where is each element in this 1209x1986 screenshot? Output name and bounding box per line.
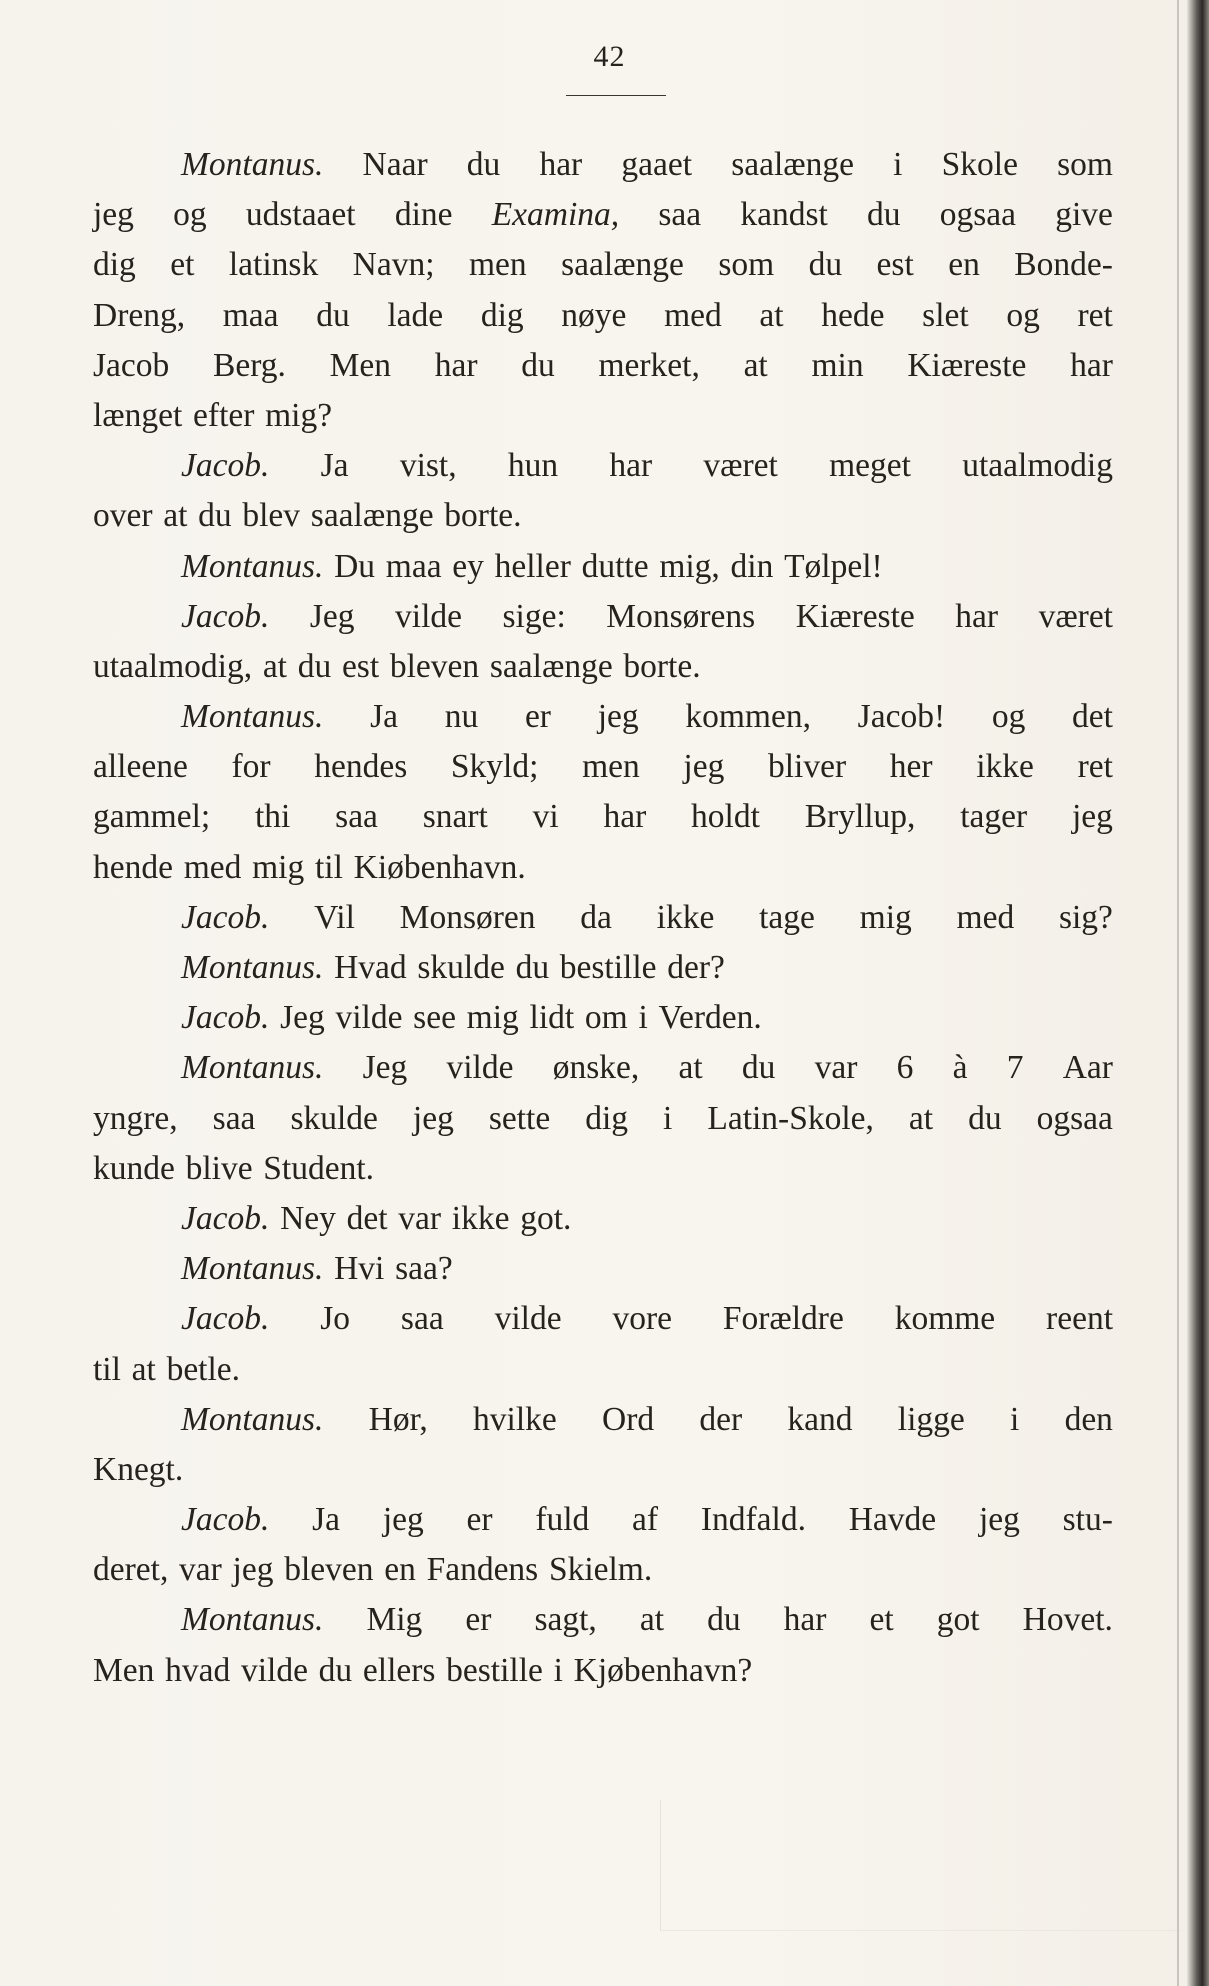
word: dig <box>585 1099 629 1137</box>
word: 6 <box>896 1049 914 1087</box>
text-line <box>93 1345 1113 1395</box>
word: Ja <box>312 1501 341 1539</box>
word: dutte <box>581 547 649 585</box>
word: vilde <box>335 999 403 1037</box>
word: blev <box>242 497 301 535</box>
word: ret <box>1077 296 1113 334</box>
word: Latin-Skole, <box>707 1099 874 1137</box>
word: bestille <box>559 949 657 986</box>
word: Hvad <box>334 949 407 986</box>
word: til <box>93 1350 121 1388</box>
word: her <box>889 748 933 786</box>
word: og <box>173 196 207 234</box>
word: Ord <box>602 1400 655 1438</box>
word: ligge <box>897 1400 965 1438</box>
text-line <box>93 391 1113 441</box>
word: Navn; <box>352 246 435 284</box>
word: har <box>603 798 647 836</box>
word: Bryllup, <box>804 798 916 836</box>
word: holdt <box>691 798 760 836</box>
word: mig, <box>659 547 720 585</box>
word: vilde <box>446 1049 514 1087</box>
word: est <box>876 246 914 284</box>
word: Dreng, <box>93 296 186 334</box>
word: utaalmodig <box>962 447 1113 485</box>
text-line <box>93 1244 1113 1294</box>
text-line <box>93 742 1113 792</box>
word: snart <box>422 798 488 836</box>
word: bliver <box>768 748 847 786</box>
word: sig? <box>1058 898 1113 936</box>
word: lade <box>387 296 444 334</box>
word: Kiøbenhavn. <box>353 848 526 886</box>
text-line <box>93 1445 1113 1495</box>
word: latinsk <box>228 246 319 284</box>
word: for <box>231 748 271 786</box>
word: at <box>262 647 287 685</box>
word: over <box>93 497 153 535</box>
word: thi <box>255 798 291 836</box>
word: kandst <box>740 196 828 234</box>
word: du <box>707 1601 741 1639</box>
text-line <box>93 341 1113 391</box>
word: ikke <box>656 898 715 936</box>
word: heller <box>494 547 571 585</box>
word: nu <box>444 698 479 736</box>
text-line <box>93 1495 1113 1545</box>
word: maa <box>222 296 279 334</box>
word: du <box>867 196 901 234</box>
word: nøye <box>561 296 627 334</box>
word: komme <box>894 1300 996 1338</box>
word: bestille <box>446 1651 543 1689</box>
word: vilde <box>240 1651 308 1689</box>
word: skulde <box>290 1099 378 1137</box>
speaker-name: Montanus. <box>181 1250 324 1288</box>
word: Men <box>93 1651 155 1689</box>
word: sagt, <box>534 1601 597 1639</box>
word: deret, <box>93 1551 169 1589</box>
word: vilde <box>395 597 463 635</box>
word: er <box>465 1601 492 1639</box>
word: min <box>811 346 864 384</box>
word: du <box>968 1099 1002 1137</box>
word: som <box>1057 146 1113 183</box>
word: saalænge <box>310 497 434 535</box>
speaker-name: Montanus. <box>181 1400 324 1438</box>
word: utaalmodig, <box>93 647 253 685</box>
word: i <box>1010 1400 1020 1438</box>
speaker-name: Montanus. <box>181 1601 324 1639</box>
text-line <box>93 140 1113 190</box>
word: Indfald. <box>700 1501 806 1539</box>
word: dig <box>480 296 524 334</box>
page-edge-line <box>1177 0 1179 1986</box>
word: kand <box>787 1400 853 1438</box>
word: er <box>466 1501 493 1539</box>
word: ellers <box>362 1651 436 1689</box>
text-line <box>93 1144 1113 1194</box>
word: à <box>952 1049 968 1087</box>
word: ret <box>1077 748 1113 786</box>
word: ogsaa <box>939 196 1017 234</box>
word: hende <box>93 848 173 886</box>
text-line <box>93 1094 1113 1144</box>
word: og <box>1006 296 1040 334</box>
word: reent <box>1046 1300 1113 1338</box>
word: at <box>639 1601 665 1639</box>
word: saa <box>212 1099 256 1137</box>
word: vore <box>612 1300 672 1338</box>
word: har <box>1070 346 1113 384</box>
text-line <box>93 993 1113 1043</box>
word: som <box>718 246 775 284</box>
word: at <box>131 1350 156 1388</box>
word: jeg <box>1071 798 1113 836</box>
word: du <box>515 949 550 986</box>
word: udstaaet <box>245 196 356 234</box>
word: slet <box>922 296 969 334</box>
word: fuld <box>535 1501 590 1539</box>
text-line <box>93 190 1113 240</box>
word: der <box>699 1400 743 1438</box>
text-line <box>93 1646 1113 1696</box>
dialogue-text <box>93 140 1113 1696</box>
word: ey <box>452 547 484 585</box>
word: at <box>759 296 784 334</box>
word: vilde <box>494 1300 562 1338</box>
text-line <box>93 240 1113 290</box>
word: et <box>869 1601 894 1639</box>
word: har <box>539 146 583 183</box>
text-line <box>93 943 1113 993</box>
word: men <box>468 246 527 284</box>
word: merket, <box>598 346 700 384</box>
word: hun <box>507 447 559 485</box>
word: kunde <box>93 1149 175 1187</box>
word: Verden. <box>658 999 762 1037</box>
scan-edge <box>1187 0 1209 1986</box>
text-line <box>93 1595 1113 1645</box>
word: med <box>664 296 722 334</box>
word: tage <box>759 898 815 936</box>
speaker-name: Montanus. <box>181 949 324 986</box>
word: din <box>730 547 774 585</box>
word: Jeg <box>280 999 325 1037</box>
word: Berg. <box>213 346 286 384</box>
word: du <box>521 346 555 384</box>
text-line <box>93 592 1113 642</box>
word: det <box>1072 698 1113 736</box>
word: Skyld; <box>450 748 539 786</box>
page-number-rule <box>566 95 666 96</box>
word: Naar <box>362 146 428 183</box>
word: betle. <box>166 1350 241 1388</box>
text-line <box>93 542 1113 592</box>
word: bleven <box>284 1551 374 1589</box>
word: hede <box>821 296 885 334</box>
word: skulde <box>417 949 505 986</box>
word: du <box>316 296 350 334</box>
word: gaaet <box>621 146 693 183</box>
word: saalænge <box>731 146 854 183</box>
word: har <box>783 1601 827 1639</box>
word: est <box>341 647 380 685</box>
word: var <box>398 1199 442 1237</box>
word: jeg <box>93 196 134 234</box>
word: borte. <box>623 647 701 685</box>
text-line <box>93 491 1113 541</box>
word: der? <box>667 949 725 986</box>
word: Hovet. <box>1022 1601 1113 1639</box>
word: saalænge <box>489 647 613 685</box>
speaker-name: Montanus. <box>181 1049 324 1087</box>
text-line <box>93 1545 1113 1595</box>
word: sige: <box>502 597 566 635</box>
word: Vil <box>314 898 355 936</box>
word: got <box>936 1601 980 1639</box>
word: saa <box>335 798 378 836</box>
word: Bonde- <box>1014 246 1113 284</box>
text-line <box>93 1294 1113 1344</box>
word: har <box>609 447 653 485</box>
word: tager <box>960 798 1028 836</box>
word: Ney <box>280 1199 336 1237</box>
text-line <box>93 792 1113 842</box>
word: jeg <box>683 748 725 786</box>
word: Ja <box>370 698 398 736</box>
word: er <box>524 698 551 736</box>
word: Mig <box>366 1601 423 1639</box>
word: mig <box>466 999 519 1037</box>
word: mig? <box>265 396 333 434</box>
word: den <box>1064 1400 1113 1438</box>
word: Skole <box>941 146 1018 183</box>
word: i <box>553 1651 563 1689</box>
word: Jeg <box>362 1049 408 1087</box>
word: med <box>183 848 242 886</box>
text-line <box>93 642 1113 692</box>
word: Hør, <box>368 1400 428 1438</box>
page-mark <box>660 1800 1181 1931</box>
word: det <box>346 1199 388 1237</box>
word: var <box>814 1049 858 1087</box>
word: Aar <box>1062 1049 1113 1087</box>
speaker-name: Jacob. <box>181 597 270 635</box>
text-line <box>93 843 1113 893</box>
word: alleene <box>93 748 188 786</box>
word: i <box>663 1099 673 1137</box>
word: en <box>384 1551 416 1589</box>
word: at <box>163 497 188 535</box>
text-line <box>93 291 1113 341</box>
word: jeg <box>382 1501 424 1539</box>
word: maa <box>385 547 442 585</box>
speaker-name: Montanus. <box>181 547 324 585</box>
word: borte. <box>444 497 522 535</box>
word: om <box>584 999 628 1037</box>
word: og <box>991 698 1026 736</box>
word: men <box>582 748 640 786</box>
text-line <box>93 893 1113 943</box>
word: Forældre <box>722 1300 844 1338</box>
text-line <box>93 441 1113 491</box>
word: af <box>632 1501 659 1539</box>
word: Kiæreste <box>795 597 915 635</box>
word: mig <box>252 848 305 886</box>
word: Monsøren <box>399 898 536 936</box>
word: lidt <box>529 999 575 1037</box>
word: du <box>808 246 843 284</box>
word: i <box>893 146 903 183</box>
word: Kiæreste <box>907 346 1027 384</box>
word: blive <box>185 1149 253 1187</box>
word: du <box>466 146 501 183</box>
word: jeg <box>412 1099 454 1137</box>
word: saalænge <box>561 246 684 284</box>
word: got. <box>520 1199 572 1237</box>
speaker-name: Montanus. <box>181 698 324 736</box>
word: meget <box>829 447 911 485</box>
word: jeg <box>232 1551 274 1589</box>
word: Knegt. <box>93 1450 184 1488</box>
speaker-name: Jacob. <box>181 999 270 1037</box>
word: ønske, <box>552 1049 640 1087</box>
word: hvad <box>165 1651 231 1689</box>
word: længet <box>93 396 183 434</box>
word: at <box>908 1099 934 1137</box>
word: til <box>314 848 343 886</box>
word: bleven <box>389 647 480 685</box>
word: jeg <box>597 698 639 736</box>
word: har <box>955 597 999 635</box>
word: saa? <box>395 1250 453 1288</box>
word: ogsaa <box>1036 1099 1113 1137</box>
text-line <box>93 692 1113 742</box>
word: at <box>678 1049 703 1087</box>
word: Du <box>334 547 376 585</box>
word: see <box>413 999 456 1037</box>
word: Jacob! <box>857 698 946 736</box>
word: dig <box>93 246 136 284</box>
word: du <box>198 497 232 535</box>
word: efter <box>193 396 255 434</box>
word: stu- <box>1062 1501 1113 1539</box>
word: Hvi <box>334 1250 385 1288</box>
word: Ja <box>320 447 349 485</box>
word: ikke <box>451 1199 510 1237</box>
word: været <box>1038 597 1113 635</box>
word: jeg <box>978 1501 1020 1539</box>
word: vi <box>532 798 559 836</box>
word: gammel; <box>93 798 211 836</box>
speaker-name: Jacob. <box>181 898 270 936</box>
text-line <box>93 1194 1113 1244</box>
speaker-name: Examina, <box>491 196 620 234</box>
word: Kjøbenhavn? <box>573 1651 753 1689</box>
word: Jacob <box>93 346 170 384</box>
word: en <box>948 246 980 284</box>
word: saa <box>658 196 702 234</box>
word: hendes <box>314 748 408 786</box>
word: Havde <box>848 1501 937 1539</box>
word: yngre, <box>93 1099 178 1137</box>
word: Jo <box>320 1300 351 1338</box>
word: at <box>743 346 768 384</box>
page-number: 42 <box>593 40 626 73</box>
word: Men <box>329 346 392 384</box>
word: Jeg <box>309 597 355 635</box>
speaker-name: Jacob. <box>181 1199 270 1237</box>
word: sette <box>488 1099 551 1137</box>
word: kommen, <box>685 698 811 736</box>
speaker-name: Jacob. <box>181 1300 270 1338</box>
word: hvilke <box>473 1400 557 1438</box>
word: har <box>434 346 478 384</box>
speaker-name: Jacob. <box>181 1501 270 1539</box>
word: da <box>580 898 612 936</box>
word: du <box>741 1049 776 1087</box>
word: du <box>297 647 332 685</box>
speaker-name: Montanus. <box>181 146 324 183</box>
word: mig <box>859 898 912 936</box>
word: 7 <box>1006 1049 1024 1087</box>
word: et <box>170 246 195 284</box>
word: med <box>956 898 1015 936</box>
word: dine <box>394 196 453 234</box>
word: saa <box>400 1300 444 1338</box>
word: Skielm. <box>548 1551 653 1589</box>
word: Tølpel! <box>784 547 883 585</box>
speaker-name: Jacob. <box>181 447 270 485</box>
word: Fandens <box>426 1551 539 1589</box>
word: Student. <box>263 1149 375 1187</box>
word: var <box>179 1551 222 1589</box>
word: i <box>638 999 648 1037</box>
word: vist, <box>399 447 457 485</box>
word: været <box>703 447 778 485</box>
text-line <box>93 1043 1113 1093</box>
text-line <box>93 1395 1113 1445</box>
word: ikke <box>976 748 1034 786</box>
word: give <box>1055 196 1113 234</box>
word: du <box>318 1651 353 1689</box>
word: Monsørens <box>606 597 756 635</box>
